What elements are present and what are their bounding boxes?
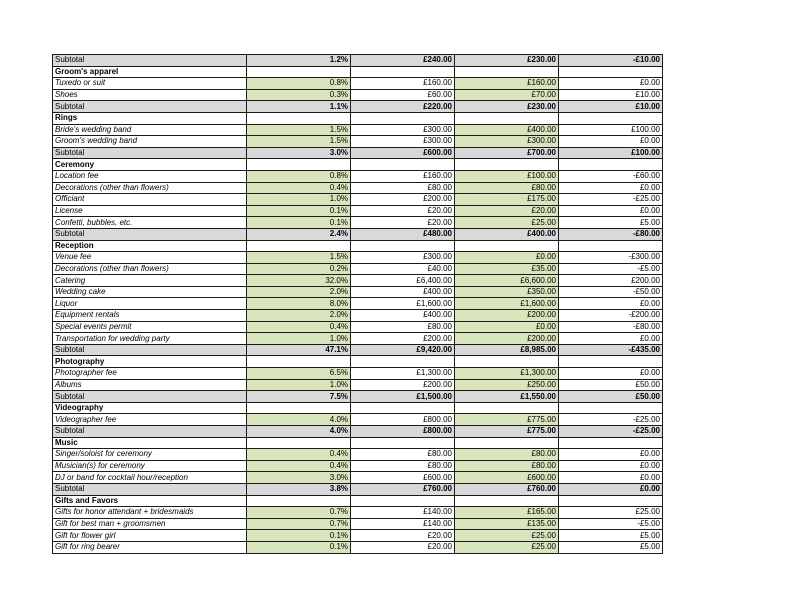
item-label[interactable]: Singer/soloist for ceremony bbox=[53, 449, 247, 461]
line-item-row bbox=[53, 379, 663, 391]
subtotal-label[interactable]: Subtotal bbox=[53, 228, 247, 240]
line-item-row bbox=[53, 414, 663, 426]
item-label[interactable]: Officiant bbox=[53, 194, 247, 206]
estimated-cost-cell[interactable] bbox=[351, 437, 455, 449]
line-item-row bbox=[53, 541, 663, 553]
estimated-cost-cell[interactable]: £160.00 bbox=[351, 78, 455, 90]
actual-cost-cell[interactable] bbox=[455, 159, 559, 171]
section-header-row bbox=[53, 66, 663, 78]
estimated-cost-cell[interactable]: £20.00 bbox=[351, 217, 455, 229]
difference-cell[interactable]: -£10.00 bbox=[559, 55, 663, 67]
percent-cell[interactable]: 0.1% bbox=[247, 530, 351, 542]
actual-cost-cell[interactable] bbox=[455, 437, 559, 449]
section-header-row bbox=[53, 495, 663, 507]
estimated-cost-cell[interactable] bbox=[351, 495, 455, 507]
budget-table bbox=[52, 54, 663, 554]
actual-cost-cell[interactable]: £25.00 bbox=[455, 217, 559, 229]
item-label[interactable]: Wedding cake bbox=[53, 286, 247, 298]
difference-cell[interactable]: -£300.00 bbox=[559, 252, 663, 264]
percent-cell[interactable]: 0.4% bbox=[247, 449, 351, 461]
actual-cost-cell[interactable]: £1,550.00 bbox=[455, 391, 559, 403]
percent-cell[interactable]: 1.2% bbox=[247, 55, 351, 67]
estimated-cost-cell[interactable]: £6,400.00 bbox=[351, 275, 455, 287]
item-label[interactable]: Albums bbox=[53, 379, 247, 391]
line-item-row bbox=[53, 78, 663, 90]
difference-cell[interactable]: £5.00 bbox=[559, 541, 663, 553]
difference-cell[interactable]: £0.00 bbox=[559, 449, 663, 461]
line-item-row bbox=[53, 298, 663, 310]
difference-cell[interactable]: £100.00 bbox=[559, 147, 663, 159]
actual-cost-cell[interactable]: £35.00 bbox=[455, 263, 559, 275]
difference-cell[interactable]: £50.00 bbox=[559, 379, 663, 391]
percent-cell[interactable] bbox=[247, 66, 351, 78]
item-label[interactable]: Location fee bbox=[53, 170, 247, 182]
percent-cell[interactable]: 3.0% bbox=[247, 472, 351, 484]
line-item-row bbox=[53, 275, 663, 287]
difference-cell[interactable]: £200.00 bbox=[559, 275, 663, 287]
line-item-row bbox=[53, 460, 663, 472]
actual-cost-cell[interactable]: £1,300.00 bbox=[455, 368, 559, 380]
difference-cell[interactable] bbox=[559, 356, 663, 368]
actual-cost-cell[interactable]: £230.00 bbox=[455, 55, 559, 67]
estimated-cost-cell[interactable]: £400.00 bbox=[351, 310, 455, 322]
estimated-cost-cell[interactable]: £600.00 bbox=[351, 472, 455, 484]
difference-cell[interactable]: -£25.00 bbox=[559, 194, 663, 206]
section-label[interactable]: Music bbox=[53, 437, 247, 449]
percent-cell[interactable]: 0.7% bbox=[247, 507, 351, 519]
line-item-row bbox=[53, 263, 663, 275]
difference-cell[interactable]: £0.00 bbox=[559, 472, 663, 484]
line-item-row bbox=[53, 217, 663, 229]
section-label[interactable]: Groom's apparel bbox=[53, 66, 247, 78]
line-item-row bbox=[53, 333, 663, 345]
item-label[interactable]: Musician(s) for ceremony bbox=[53, 460, 247, 472]
line-item-row bbox=[53, 449, 663, 461]
actual-cost-cell[interactable]: £700.00 bbox=[455, 147, 559, 159]
estimated-cost-cell[interactable] bbox=[351, 159, 455, 171]
actual-cost-cell[interactable]: £6,600.00 bbox=[455, 275, 559, 287]
difference-cell[interactable]: £0.00 bbox=[559, 182, 663, 194]
percent-cell[interactable] bbox=[247, 437, 351, 449]
subtotal-row bbox=[53, 228, 663, 240]
actual-cost-cell[interactable]: £600.00 bbox=[455, 472, 559, 484]
percent-cell[interactable]: 3.8% bbox=[247, 483, 351, 495]
item-label[interactable]: Venue fee bbox=[53, 252, 247, 264]
actual-cost-cell[interactable]: £100.00 bbox=[455, 170, 559, 182]
actual-cost-cell[interactable]: £165.00 bbox=[455, 507, 559, 519]
difference-cell[interactable]: -£25.00 bbox=[559, 426, 663, 438]
line-item-row bbox=[53, 518, 663, 530]
estimated-cost-cell[interactable]: £300.00 bbox=[351, 124, 455, 136]
line-item-row bbox=[53, 321, 663, 333]
estimated-cost-cell[interactable]: £200.00 bbox=[351, 194, 455, 206]
estimated-cost-cell[interactable]: £80.00 bbox=[351, 449, 455, 461]
subtotal-row bbox=[53, 101, 663, 113]
difference-cell[interactable]: -£25.00 bbox=[559, 414, 663, 426]
line-item-row bbox=[53, 472, 663, 484]
item-label[interactable]: Decorations (other than flowers) bbox=[53, 182, 247, 194]
subtotal-label[interactable]: Subtotal bbox=[53, 55, 247, 67]
estimated-cost-cell[interactable] bbox=[351, 112, 455, 124]
section-label[interactable]: Videography bbox=[53, 402, 247, 414]
percent-cell[interactable]: 0.1% bbox=[247, 217, 351, 229]
actual-cost-cell[interactable]: £25.00 bbox=[455, 530, 559, 542]
section-label[interactable]: Reception bbox=[53, 240, 247, 252]
line-item-row bbox=[53, 136, 663, 148]
estimated-cost-cell[interactable]: £140.00 bbox=[351, 518, 455, 530]
actual-cost-cell[interactable]: £775.00 bbox=[455, 426, 559, 438]
item-label[interactable]: Liquor bbox=[53, 298, 247, 310]
difference-cell[interactable]: -£50.00 bbox=[559, 286, 663, 298]
difference-cell[interactable]: £0.00 bbox=[559, 205, 663, 217]
actual-cost-cell[interactable]: £135.00 bbox=[455, 518, 559, 530]
percent-cell[interactable]: 8.0% bbox=[247, 298, 351, 310]
percent-cell[interactable]: 0.8% bbox=[247, 170, 351, 182]
section-label[interactable]: Gifts and Favors bbox=[53, 495, 247, 507]
actual-cost-cell[interactable]: £70.00 bbox=[455, 89, 559, 101]
item-label[interactable]: Photographer fee bbox=[53, 368, 247, 380]
percent-cell[interactable]: 4.0% bbox=[247, 414, 351, 426]
subtotal-label[interactable]: Subtotal bbox=[53, 344, 247, 356]
line-item-row bbox=[53, 124, 663, 136]
percent-cell[interactable]: 0.7% bbox=[247, 518, 351, 530]
item-label[interactable]: License bbox=[53, 205, 247, 217]
actual-cost-cell[interactable]: £175.00 bbox=[455, 194, 559, 206]
item-label[interactable]: Decorations (other than flowers) bbox=[53, 263, 247, 275]
section-header-row bbox=[53, 402, 663, 414]
estimated-cost-cell[interactable]: £800.00 bbox=[351, 426, 455, 438]
actual-cost-cell[interactable]: £400.00 bbox=[455, 228, 559, 240]
percent-cell[interactable]: 47.1% bbox=[247, 344, 351, 356]
actual-cost-cell[interactable]: £350.00 bbox=[455, 286, 559, 298]
percent-cell[interactable]: 1.0% bbox=[247, 194, 351, 206]
difference-cell[interactable]: £0.00 bbox=[559, 136, 663, 148]
difference-cell[interactable]: -£5.00 bbox=[559, 518, 663, 530]
estimated-cost-cell[interactable]: £400.00 bbox=[351, 286, 455, 298]
estimated-cost-cell[interactable] bbox=[351, 402, 455, 414]
actual-cost-cell[interactable] bbox=[455, 402, 559, 414]
actual-cost-cell[interactable] bbox=[455, 240, 559, 252]
section-header-row bbox=[53, 112, 663, 124]
estimated-cost-cell[interactable]: £300.00 bbox=[351, 252, 455, 264]
estimated-cost-cell[interactable]: £1,300.00 bbox=[351, 368, 455, 380]
subtotal-label[interactable]: Subtotal bbox=[53, 483, 247, 495]
percent-cell[interactable]: 2.0% bbox=[247, 286, 351, 298]
item-label[interactable]: Videographer fee bbox=[53, 414, 247, 426]
percent-cell[interactable]: 3.0% bbox=[247, 147, 351, 159]
line-item-row bbox=[53, 286, 663, 298]
actual-cost-cell[interactable]: £80.00 bbox=[455, 460, 559, 472]
difference-cell[interactable]: -£5.00 bbox=[559, 263, 663, 275]
difference-cell[interactable] bbox=[559, 159, 663, 171]
estimated-cost-cell[interactable]: £160.00 bbox=[351, 170, 455, 182]
actual-cost-cell[interactable]: £250.00 bbox=[455, 379, 559, 391]
percent-cell[interactable] bbox=[247, 402, 351, 414]
percent-cell[interactable]: 1.1% bbox=[247, 101, 351, 113]
difference-cell[interactable]: £0.00 bbox=[559, 460, 663, 472]
estimated-cost-cell[interactable]: £1,600.00 bbox=[351, 298, 455, 310]
estimated-cost-cell[interactable]: £40.00 bbox=[351, 263, 455, 275]
difference-cell[interactable] bbox=[559, 240, 663, 252]
budget-table-body bbox=[53, 55, 663, 554]
subtotal-label[interactable]: Subtotal bbox=[53, 391, 247, 403]
percent-cell[interactable]: 0.4% bbox=[247, 321, 351, 333]
item-label[interactable]: Transportation for wedding party bbox=[53, 333, 247, 345]
subtotal-row bbox=[53, 426, 663, 438]
estimated-cost-cell[interactable]: £1,500.00 bbox=[351, 391, 455, 403]
item-label[interactable]: Gift for flower girl bbox=[53, 530, 247, 542]
percent-cell[interactable] bbox=[247, 240, 351, 252]
actual-cost-cell[interactable]: £775.00 bbox=[455, 414, 559, 426]
estimated-cost-cell[interactable]: £80.00 bbox=[351, 460, 455, 472]
item-label[interactable]: Groom's wedding band bbox=[53, 136, 247, 148]
subtotal-label[interactable]: Subtotal bbox=[53, 147, 247, 159]
difference-cell[interactable] bbox=[559, 112, 663, 124]
estimated-cost-cell[interactable]: £240.00 bbox=[351, 55, 455, 67]
difference-cell[interactable]: £100.00 bbox=[559, 124, 663, 136]
percent-cell[interactable]: 0.8% bbox=[247, 78, 351, 90]
difference-cell[interactable] bbox=[559, 66, 663, 78]
percent-cell[interactable]: 1.0% bbox=[247, 379, 351, 391]
subtotal-row bbox=[53, 344, 663, 356]
subtotal-row bbox=[53, 391, 663, 403]
actual-cost-cell[interactable] bbox=[455, 495, 559, 507]
estimated-cost-cell[interactable]: £140.00 bbox=[351, 507, 455, 519]
estimated-cost-cell[interactable] bbox=[351, 356, 455, 368]
line-item-row bbox=[53, 252, 663, 264]
estimated-cost-cell[interactable]: £60.00 bbox=[351, 89, 455, 101]
line-item-row bbox=[53, 89, 663, 101]
line-item-row bbox=[53, 310, 663, 322]
estimated-cost-cell[interactable]: £200.00 bbox=[351, 333, 455, 345]
percent-cell[interactable]: 6.5% bbox=[247, 368, 351, 380]
estimated-cost-cell[interactable]: £760.00 bbox=[351, 483, 455, 495]
item-label[interactable]: Confetti, bubbles, etc. bbox=[53, 217, 247, 229]
actual-cost-cell[interactable]: £230.00 bbox=[455, 101, 559, 113]
actual-cost-cell[interactable]: £400.00 bbox=[455, 124, 559, 136]
actual-cost-cell[interactable]: £200.00 bbox=[455, 310, 559, 322]
difference-cell[interactable]: £10.00 bbox=[559, 101, 663, 113]
difference-cell[interactable]: £0.00 bbox=[559, 333, 663, 345]
estimated-cost-cell[interactable]: £20.00 bbox=[351, 530, 455, 542]
difference-cell[interactable]: -£200.00 bbox=[559, 310, 663, 322]
difference-cell[interactable]: -£435.00 bbox=[559, 344, 663, 356]
percent-cell[interactable]: 0.2% bbox=[247, 263, 351, 275]
estimated-cost-cell[interactable]: £9,420.00 bbox=[351, 344, 455, 356]
item-label[interactable]: Gift for best man + groomsmen bbox=[53, 518, 247, 530]
difference-cell[interactable]: -£80.00 bbox=[559, 321, 663, 333]
item-label[interactable]: Tuxedo or suit bbox=[53, 78, 247, 90]
difference-cell[interactable]: £0.00 bbox=[559, 78, 663, 90]
subtotal-row bbox=[53, 147, 663, 159]
item-label[interactable]: Shoes bbox=[53, 89, 247, 101]
line-item-row bbox=[53, 507, 663, 519]
percent-cell[interactable]: 1.0% bbox=[247, 333, 351, 345]
section-header-row bbox=[53, 356, 663, 368]
actual-cost-cell[interactable]: £760.00 bbox=[455, 483, 559, 495]
actual-cost-cell[interactable] bbox=[455, 356, 559, 368]
percent-cell[interactable]: 7.5% bbox=[247, 391, 351, 403]
percent-cell[interactable]: 1.5% bbox=[247, 252, 351, 264]
actual-cost-cell[interactable] bbox=[455, 66, 559, 78]
actual-cost-cell[interactable]: £20.00 bbox=[455, 205, 559, 217]
item-label[interactable]: Equipment rentals bbox=[53, 310, 247, 322]
estimated-cost-cell[interactable]: £800.00 bbox=[351, 414, 455, 426]
estimated-cost-cell[interactable]: £600.00 bbox=[351, 147, 455, 159]
percent-cell[interactable] bbox=[247, 159, 351, 171]
subtotal-row bbox=[53, 483, 663, 495]
subtotal-row bbox=[53, 55, 663, 67]
line-item-row bbox=[53, 182, 663, 194]
percent-cell[interactable]: 0.1% bbox=[247, 205, 351, 217]
line-item-row bbox=[53, 194, 663, 206]
percent-cell[interactable]: 0.3% bbox=[247, 89, 351, 101]
difference-cell[interactable]: £10.00 bbox=[559, 89, 663, 101]
difference-cell[interactable]: -£60.00 bbox=[559, 170, 663, 182]
estimated-cost-cell[interactable]: £480.00 bbox=[351, 228, 455, 240]
actual-cost-cell[interactable]: £1,600.00 bbox=[455, 298, 559, 310]
difference-cell[interactable] bbox=[559, 437, 663, 449]
estimated-cost-cell[interactable]: £300.00 bbox=[351, 136, 455, 148]
difference-cell[interactable]: £0.00 bbox=[559, 368, 663, 380]
difference-cell[interactable]: £5.00 bbox=[559, 530, 663, 542]
difference-cell[interactable]: £0.00 bbox=[559, 483, 663, 495]
difference-cell[interactable]: £25.00 bbox=[559, 507, 663, 519]
difference-cell[interactable]: £50.00 bbox=[559, 391, 663, 403]
item-label[interactable]: Special events permit bbox=[53, 321, 247, 333]
item-label[interactable]: Gifts for honor attendant + bridesmaids bbox=[53, 507, 247, 519]
item-label[interactable]: Catering bbox=[53, 275, 247, 287]
estimated-cost-cell[interactable]: £80.00 bbox=[351, 321, 455, 333]
difference-cell[interactable]: -£80.00 bbox=[559, 228, 663, 240]
subtotal-label[interactable]: Subtotal bbox=[53, 101, 247, 113]
percent-cell[interactable] bbox=[247, 495, 351, 507]
estimated-cost-cell[interactable]: £20.00 bbox=[351, 205, 455, 217]
percent-cell[interactable]: 32.0% bbox=[247, 275, 351, 287]
percent-cell[interactable]: 2.0% bbox=[247, 310, 351, 322]
item-label[interactable]: DJ or band for cocktail hour/reception bbox=[53, 472, 247, 484]
estimated-cost-cell[interactable] bbox=[351, 66, 455, 78]
percent-cell[interactable] bbox=[247, 112, 351, 124]
actual-cost-cell[interactable]: £0.00 bbox=[455, 252, 559, 264]
estimated-cost-cell[interactable]: £20.00 bbox=[351, 541, 455, 553]
actual-cost-cell[interactable]: £8,985.00 bbox=[455, 344, 559, 356]
percent-cell[interactable]: 1.5% bbox=[247, 124, 351, 136]
actual-cost-cell[interactable]: £300.00 bbox=[455, 136, 559, 148]
section-header-row bbox=[53, 437, 663, 449]
actual-cost-cell[interactable]: £0.00 bbox=[455, 321, 559, 333]
percent-cell[interactable]: 1.5% bbox=[247, 136, 351, 148]
percent-cell[interactable]: 0.4% bbox=[247, 460, 351, 472]
section-label[interactable]: Ceremony bbox=[53, 159, 247, 171]
difference-cell[interactable] bbox=[559, 402, 663, 414]
estimated-cost-cell[interactable]: £200.00 bbox=[351, 379, 455, 391]
difference-cell[interactable]: £0.00 bbox=[559, 298, 663, 310]
actual-cost-cell[interactable]: £160.00 bbox=[455, 78, 559, 90]
item-label[interactable]: Bride's wedding band bbox=[53, 124, 247, 136]
difference-cell[interactable] bbox=[559, 495, 663, 507]
actual-cost-cell[interactable] bbox=[455, 112, 559, 124]
section-label[interactable]: Photography bbox=[53, 356, 247, 368]
percent-cell[interactable] bbox=[247, 356, 351, 368]
estimated-cost-cell[interactable] bbox=[351, 240, 455, 252]
item-label[interactable]: Gift for ring bearer bbox=[53, 541, 247, 553]
difference-cell[interactable]: £5.00 bbox=[559, 217, 663, 229]
section-header-row bbox=[53, 240, 663, 252]
actual-cost-cell[interactable]: £80.00 bbox=[455, 449, 559, 461]
section-header-row bbox=[53, 159, 663, 171]
percent-cell[interactable]: 4.0% bbox=[247, 426, 351, 438]
line-item-row bbox=[53, 530, 663, 542]
actual-cost-cell[interactable]: £200.00 bbox=[455, 333, 559, 345]
actual-cost-cell[interactable]: £25.00 bbox=[455, 541, 559, 553]
estimated-cost-cell[interactable]: £80.00 bbox=[351, 182, 455, 194]
estimated-cost-cell[interactable]: £220.00 bbox=[351, 101, 455, 113]
percent-cell[interactable]: 0.4% bbox=[247, 182, 351, 194]
section-label[interactable]: Rings bbox=[53, 112, 247, 124]
line-item-row bbox=[53, 205, 663, 217]
line-item-row bbox=[53, 368, 663, 380]
percent-cell[interactable]: 2.4% bbox=[247, 228, 351, 240]
percent-cell[interactable]: 0.1% bbox=[247, 541, 351, 553]
line-item-row bbox=[53, 170, 663, 182]
subtotal-label[interactable]: Subtotal bbox=[53, 426, 247, 438]
actual-cost-cell[interactable]: £80.00 bbox=[455, 182, 559, 194]
